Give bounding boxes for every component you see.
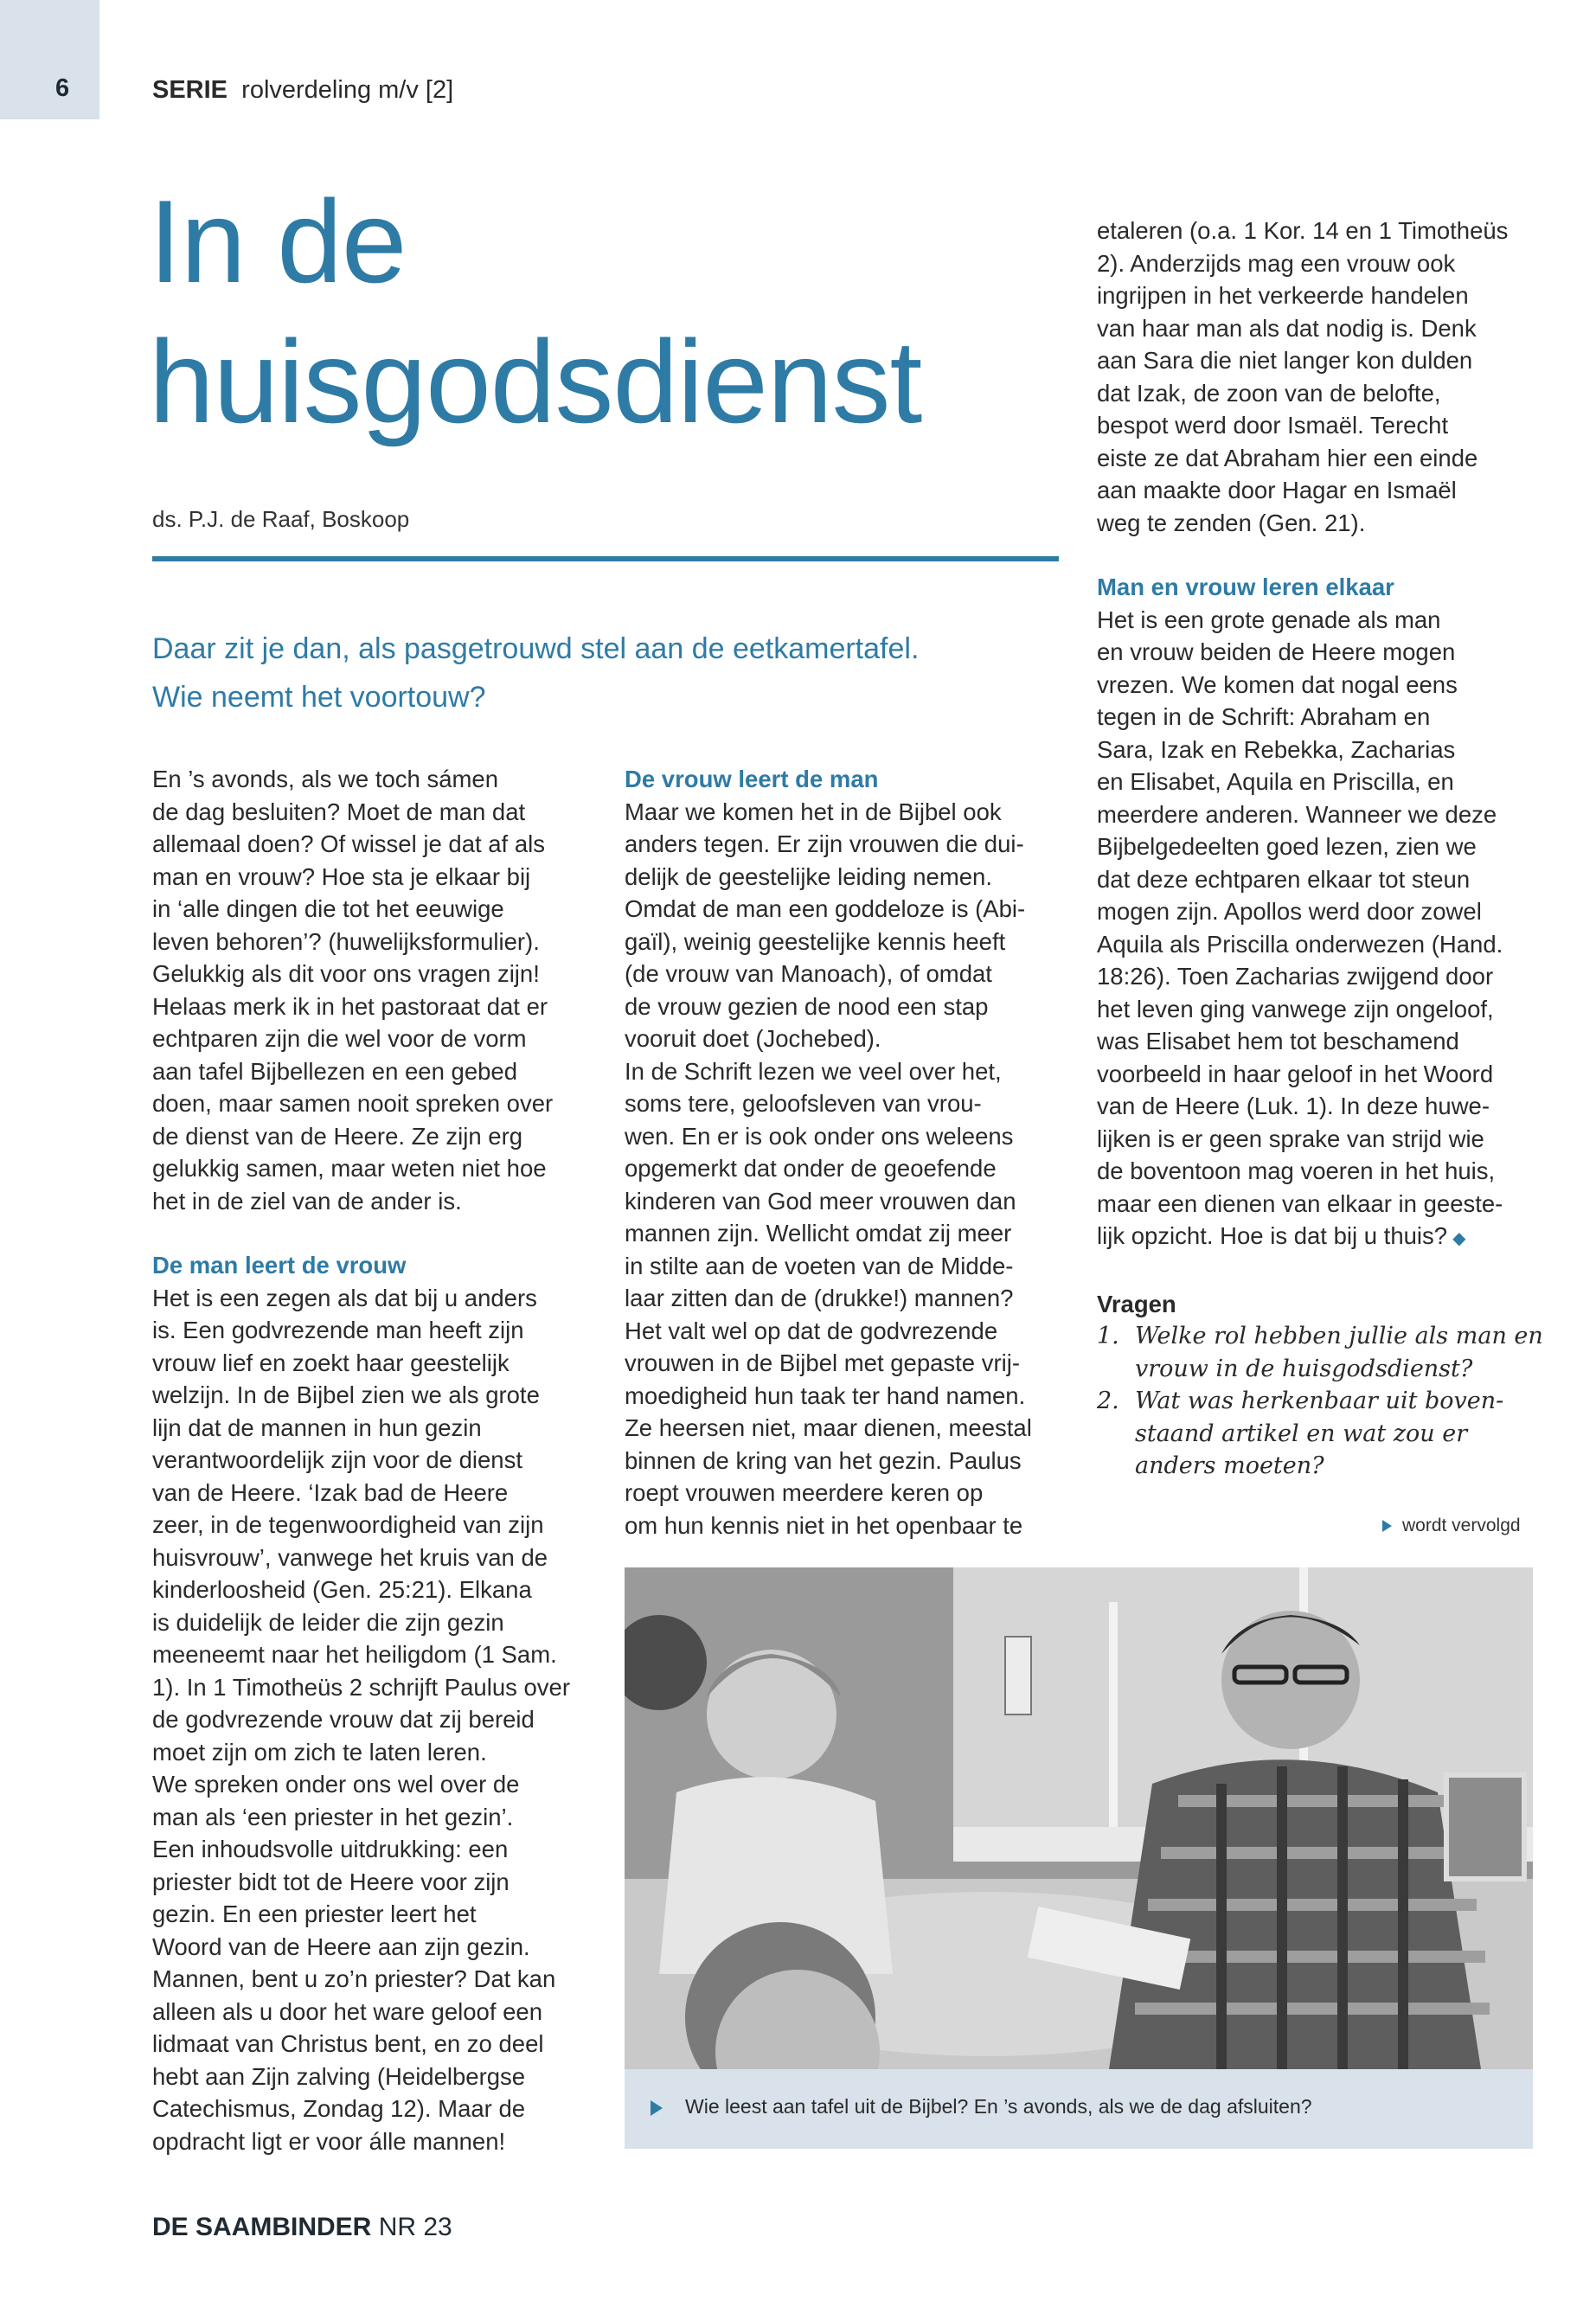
text-line: roept vrouwen meerdere keren op bbox=[625, 1479, 984, 1506]
text-line: de vrouw gezien de nood een stap bbox=[625, 992, 989, 1020]
questions-heading: Vragen bbox=[1097, 1290, 1176, 1317]
text-line: van haar man als dat nodig is. Denk bbox=[1097, 314, 1477, 342]
page-number: 6 bbox=[55, 74, 70, 102]
text-line: leven behoren’? (huwelijksformulier). bbox=[152, 927, 540, 955]
text-line: anders tegen. Er zijn vrouwen die dui- bbox=[625, 830, 1024, 857]
series-title: rolverdeling m/v [2] bbox=[241, 76, 454, 104]
text-line: We spreken onder ons wel over de bbox=[152, 1771, 520, 1798]
text-line: eiste ze dat Abraham hier een einde bbox=[1097, 444, 1478, 471]
question-line: vrouw in de huisgodsdienst? bbox=[1135, 1355, 1473, 1382]
question-item bbox=[1097, 1385, 1564, 1483]
question-line: Welke rol hebben jullie als man en bbox=[1135, 1323, 1543, 1349]
text-line: priester bidt tot de Heere voor zijn bbox=[152, 1868, 510, 1895]
text-line: Bijbelgedeelten goed lezen, zien we bbox=[1097, 833, 1477, 860]
text-line: meerdere anderen. Wanneer we deze bbox=[1097, 800, 1497, 828]
text-line: bespot werd door Ismaël. Terecht bbox=[1097, 412, 1449, 439]
lead-line-1: Daar zit je dan, als pasgetrouwd stel aan de eetkamertafel. bbox=[152, 632, 920, 665]
text-line: was Elisabet hem tot beschamend bbox=[1097, 1028, 1459, 1054]
text-line: dat deze echtparen elkaar tot steun bbox=[1097, 865, 1471, 893]
text-line: binnen de kring van het gezin. Paulus bbox=[625, 1446, 1022, 1474]
text-line: in stilte aan de voeten van de Midde- bbox=[625, 1252, 1014, 1279]
text-line: dat Izak, de zoon van de belofte, bbox=[1097, 379, 1441, 407]
text-line: de dienst van de Heere. Ze zijn erg bbox=[152, 1122, 523, 1150]
text-line: moedigheid hun taak ter hand namen. bbox=[625, 1381, 1026, 1409]
photo-illustration bbox=[625, 1567, 1533, 2069]
text-line: mannen zijn. Wellicht omdat zij meer bbox=[625, 1220, 1012, 1247]
text-line: vrouw lief en zoekt haar geestelijk bbox=[152, 1349, 510, 1376]
text-line: 1). In 1 Timotheüs 2 schrijft Paulus over bbox=[152, 1673, 570, 1701]
intro-paragraph bbox=[152, 763, 602, 1217]
triangle-right-icon bbox=[651, 2100, 663, 2116]
continued-note bbox=[1382, 1516, 1521, 1536]
text-line: de godvrezende vrouw dat zij bereid bbox=[152, 1706, 535, 1733]
text-line: zeer, in de tegenwoordigheid van zijn bbox=[152, 1511, 544, 1538]
series-label: SERIE bbox=[152, 76, 228, 104]
series-header bbox=[152, 76, 453, 105]
text-line: en Elisabet, Aquila en Priscilla, en bbox=[1097, 768, 1454, 795]
section-heading-vrouw-leert-man: De vrouw leert de man bbox=[625, 766, 879, 792]
text-line: kinderloosheid (Gen. 25:21). Elkana bbox=[152, 1576, 532, 1603]
text-line: aan Sara die niet langer kon dulden bbox=[1097, 347, 1473, 374]
article-title bbox=[149, 171, 1057, 452]
text-line-content: lijk opzicht. Hoe is dat bij u thuis? bbox=[1097, 1222, 1448, 1249]
text-line: om hun kennis niet in het openbaar te bbox=[625, 1511, 1023, 1539]
text-line: lijken is er geen sprake van strijd wie bbox=[1097, 1125, 1484, 1152]
section-body bbox=[1097, 604, 1564, 1256]
text-line: van de Heere. ‘Izak bad de Heere bbox=[152, 1478, 509, 1506]
text-line: gaïl), weinig geestelijke kennis heeft bbox=[625, 927, 1006, 955]
page-number-box bbox=[0, 0, 99, 119]
text-line: meeneemt naar het heiligdom (1 Sam. bbox=[152, 1641, 557, 1668]
text-line: is duidelijk de leider die zijn gezin bbox=[152, 1608, 504, 1636]
text-line: tegen in de Schrift: Abraham en bbox=[1097, 703, 1431, 730]
text-line: man als ‘een priester in het gezin’. bbox=[152, 1803, 514, 1830]
text-line: man en vrouw? Hoe sta je elkaar bij bbox=[152, 862, 531, 890]
section-body bbox=[152, 1282, 602, 2158]
section-body bbox=[625, 796, 1074, 1542]
text-line: verantwoordelijk zijn voor de dienst bbox=[152, 1446, 522, 1473]
family-photo bbox=[625, 1567, 1533, 2069]
questions-list bbox=[1097, 1320, 1564, 1483]
text-line: (de vrouw van Manoach), of omdat bbox=[625, 960, 992, 987]
text-line: kinderen van God meer vrouwen dan bbox=[625, 1187, 1016, 1215]
text-line: is. Een godvrezende man heeft zijn bbox=[152, 1317, 524, 1343]
text-line: welzijn. In de Bijbel zien we als grote bbox=[152, 1381, 540, 1408]
text-line: delijk de geestelijke leiding nemen. bbox=[625, 862, 992, 890]
text-line: mogen zijn. Apollos werd door zowel bbox=[1097, 898, 1482, 925]
text-line: weg te zenden (Gen. 21). bbox=[1097, 509, 1366, 536]
text-line: etaleren (o.a. 1 Kor. 14 en 1 Timotheüs bbox=[1097, 217, 1509, 244]
text-line bbox=[1097, 1220, 1564, 1256]
text-line: Een inhoudsvolle uitdrukking: een bbox=[152, 1836, 509, 1862]
question-line: Wat was herkenbaar uit boven- bbox=[1135, 1388, 1504, 1414]
text-line: Helaas merk ik in het pastoraat dat er bbox=[152, 992, 548, 1020]
text-line: de dag besluiten? Moet de man dat bbox=[152, 798, 526, 825]
text-line: voorbeeld in haar geloof in het Woord bbox=[1097, 1060, 1494, 1087]
text-line: Het is een grote genade als man bbox=[1097, 606, 1441, 633]
text-line: Mannen, bent u zo’n priester? Dat kan bbox=[152, 1965, 556, 1992]
author-byline: ds. P.J. de Raaf, Boskoop bbox=[152, 506, 410, 532]
section-heading-leren-elkaar: Man en vrouw leren elkaar bbox=[1097, 574, 1394, 600]
text-line: aan maakte door Hagar en Ismaël bbox=[1097, 477, 1457, 503]
magazine-footer bbox=[152, 2213, 452, 2242]
text-line: En ’s avonds, als we toch sámen bbox=[152, 766, 498, 792]
question-line: staand artikel en wat zou er bbox=[1135, 1420, 1468, 1447]
continued-paragraph bbox=[1097, 215, 1564, 539]
title-divider bbox=[152, 556, 1059, 561]
text-line: allemaal doen? Of wissel je dat af als bbox=[152, 830, 545, 857]
photo-caption-text: Wie leest aan tafel uit de Bijbel? En ’s avonds, als we de dag afsluiten? bbox=[685, 2095, 1312, 2118]
text-line: vooruit doet (Jochebed). bbox=[625, 1025, 881, 1052]
column-1 bbox=[152, 763, 602, 2157]
question-number: 2. bbox=[1097, 1388, 1119, 1414]
text-line: vrouwen in de Bijbel met gepaste vrij- bbox=[625, 1349, 1021, 1376]
text-line: gelukkig samen, maar weten niet hoe bbox=[152, 1155, 547, 1182]
title-line-2: huisgodsdienst bbox=[149, 316, 922, 447]
column-2 bbox=[625, 763, 1074, 1541]
text-line: het leven ging vanwege zijn ongeloof, bbox=[1097, 995, 1494, 1022]
question-item bbox=[1097, 1320, 1564, 1385]
end-of-article-icon: ◆ bbox=[1452, 1229, 1466, 1248]
text-line: echtparen zijn die wel voor de vorm bbox=[152, 1025, 527, 1052]
text-line: maar een dienen van elkaar in geeste- bbox=[1097, 1189, 1503, 1217]
title-line-1: In de bbox=[149, 176, 407, 307]
text-line: ingrijpen in het verkeerde handelen bbox=[1097, 282, 1469, 309]
text-line: Catechismus, Zondag 12). Maar de bbox=[152, 2095, 526, 2122]
text-line: opgemerkt dat onder de geoefende bbox=[625, 1155, 997, 1182]
text-line: laar zitten dan de (drukke!) mannen? bbox=[625, 1285, 1014, 1311]
question-line: anders moeten? bbox=[1135, 1452, 1324, 1479]
text-line: moet zijn om zich te laten leren. bbox=[152, 1738, 487, 1766]
lead-line-2: Wie neemt het voortouw? bbox=[152, 681, 486, 714]
text-line: Sara, Izak en Rebekka, Zacharias bbox=[1097, 735, 1456, 763]
text-line: Woord van de Heere aan zijn gezin. bbox=[152, 1932, 530, 1960]
lead-text bbox=[152, 625, 1061, 721]
text-line: 18:26). Toen Zacharias zwijgend door bbox=[1097, 963, 1494, 990]
text-line: gezin. En een priester leert het bbox=[152, 1900, 477, 1927]
text-line: Het is een zegen als dat bij u anders bbox=[152, 1284, 537, 1311]
text-line: vrezen. We komen dat nogal eens bbox=[1097, 670, 1458, 698]
text-line: lijn dat de mannen in hun gezin bbox=[152, 1413, 482, 1441]
photo-caption bbox=[625, 2069, 1533, 2149]
text-line: hebt aan Zijn zalving (Heidelbergse bbox=[152, 2062, 526, 2090]
text-line: Ze heersen niet, maar dienen, meestal bbox=[625, 1414, 1032, 1441]
text-line: het in de ziel van de ander is. bbox=[152, 1187, 462, 1215]
text-line: soms tere, geloofsleven van vrou- bbox=[625, 1090, 982, 1117]
triangle-right-icon bbox=[1382, 1520, 1392, 1532]
issue-number: NR 23 bbox=[378, 2213, 452, 2241]
text-line: lidmaat van Christus bent, en zo deel bbox=[152, 2030, 544, 2057]
text-line: aan tafel Bijbellezen en een gebed bbox=[152, 1057, 518, 1085]
question-number: 1. bbox=[1097, 1323, 1119, 1349]
text-line: Gelukkig als dit voor ons vragen zijn! bbox=[152, 960, 540, 987]
text-line: doen, maar samen nooit spreken over bbox=[152, 1090, 554, 1117]
text-line: en vrouw beiden de Heere mogen bbox=[1097, 638, 1456, 665]
text-line: in ‘alle dingen die tot het eeuwige bbox=[152, 895, 504, 922]
text-line: van de Heere (Luk. 1). In deze huwe- bbox=[1097, 1093, 1490, 1119]
text-line: huisvrouw’, vanwege het kruis van de bbox=[152, 1543, 548, 1571]
text-line: Het valt wel op dat de godvrezende bbox=[625, 1317, 998, 1344]
text-line: de boventoon mag voeren in het huis, bbox=[1097, 1157, 1496, 1184]
column-3 bbox=[1097, 215, 1564, 1483]
text-line: opdracht ligt er voor álle mannen! bbox=[152, 2127, 506, 2155]
section-heading-man-leert-vrouw: De man leert de vrouw bbox=[152, 1252, 407, 1279]
magazine-name: DE SAAMBINDER bbox=[152, 2213, 372, 2241]
text-line: Omdat de man een goddeloze is (Abi- bbox=[625, 895, 1026, 922]
text-line: Maar we komen het in de Bijbel ook bbox=[625, 798, 1002, 825]
text-line: 2). Anderzijds mag een vrouw ook bbox=[1097, 249, 1456, 277]
text-line: In de Schrift lezen we veel over het, bbox=[625, 1057, 1002, 1085]
continued-note-text: wordt vervolgd bbox=[1402, 1516, 1521, 1535]
text-line: wen. En er is ook onder ons weleens bbox=[625, 1122, 1014, 1150]
text-line: alleen als u door het ware geloof een bbox=[152, 1997, 543, 2025]
text-line: Aquila als Priscilla onderwezen (Hand. bbox=[1097, 930, 1503, 958]
